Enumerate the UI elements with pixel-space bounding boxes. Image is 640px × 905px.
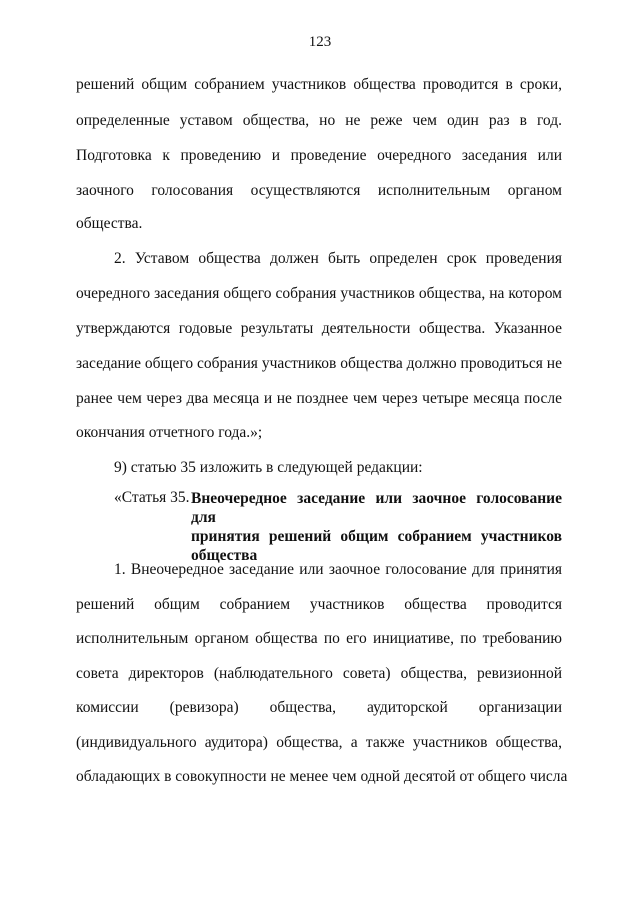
text-line: совета директоров (наблюдательного совета) общества, ревизионной bbox=[76, 665, 562, 682]
text-line: утверждаются годовые результаты деятельности общества. Указанное bbox=[76, 320, 562, 337]
text-line: определенные уставом общества, но не реже чем один раз в год. bbox=[76, 112, 562, 129]
text-line: заочного голосования осуществляются исполнительным органом bbox=[76, 182, 562, 199]
text-line: Подготовка к проведению и проведение очередного заседания или bbox=[76, 147, 562, 164]
page-number: 123 bbox=[308, 34, 332, 50]
text-line: общества. bbox=[76, 215, 143, 232]
text-line: решений общим собранием участников общества проводится в сроки, bbox=[76, 76, 562, 93]
article-title-line: принятия решений общим собранием участников bbox=[191, 528, 562, 545]
text-line: ранее чем через два месяца и не позднее чем через четыре месяца после bbox=[76, 390, 562, 407]
article-title bbox=[191, 489, 562, 565]
text-line: исполнительным органом общества по его инициативе, по требованию bbox=[76, 630, 562, 647]
text-line: комиссии (ревизора) общества, аудиторской организации bbox=[76, 699, 562, 716]
text-line: окончания отчетного года.»; bbox=[76, 424, 263, 441]
text-line: решений общим собранием участников общества проводится bbox=[76, 596, 562, 613]
text-line: очередного заседания общего собрания участников общества, на котором bbox=[76, 285, 562, 302]
text-line: обладающих в совокупности не менее чем одной десятой от общего числа bbox=[76, 768, 568, 785]
article-title-line: общества bbox=[191, 547, 258, 564]
item-9-line: 9) статью 35 изложить в следующей редакции: bbox=[114, 459, 423, 476]
text-line: (индивидуального аудитора) общества, а также участников общества, bbox=[76, 734, 562, 751]
paragraph-2-start: 2. Уставом общества должен быть определен срок проведения bbox=[114, 250, 562, 267]
article-title-line: Внеочередное заседание или заочное голосование для bbox=[191, 490, 562, 526]
text-line: заседание общего собрания участников общества должно проводиться не bbox=[76, 355, 562, 372]
article-paragraph-1-start: 1. Внеочередное заседание или заочное голосование для принятия bbox=[114, 561, 562, 578]
article-lead: «Статья 35. bbox=[114, 489, 190, 506]
